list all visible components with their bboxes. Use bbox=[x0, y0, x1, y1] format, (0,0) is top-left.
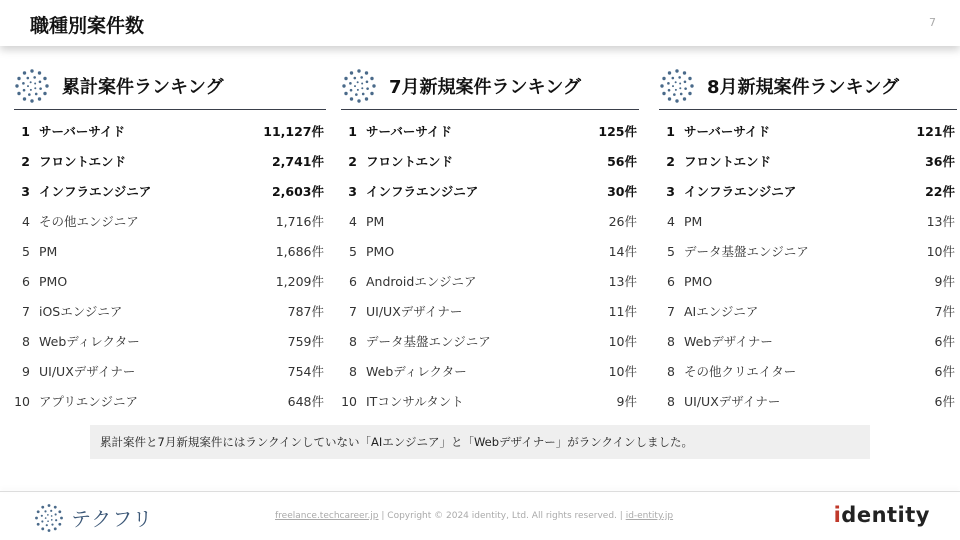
logo-dot bbox=[37, 523, 40, 526]
job-title: Webデザイナー bbox=[684, 334, 773, 349]
job-count: 10件 bbox=[926, 244, 955, 259]
logo-dot bbox=[38, 97, 41, 100]
logo-dot bbox=[47, 520, 49, 522]
rank-number: 8 bbox=[22, 333, 30, 349]
ranking-row bbox=[341, 116, 639, 146]
job-count: 10件 bbox=[608, 334, 637, 349]
ranking-row bbox=[14, 356, 326, 386]
logo-dot bbox=[55, 519, 57, 521]
logo-dot bbox=[360, 76, 363, 79]
ranking-row bbox=[659, 386, 957, 416]
job-count: 7件 bbox=[934, 304, 955, 319]
job-title: PMO bbox=[39, 273, 68, 289]
rank-number: 2 bbox=[348, 153, 357, 169]
copyright-text: Copyright © 2024 identity, Ltd. All rights reserved. bbox=[387, 511, 617, 521]
logo-dot bbox=[41, 520, 43, 522]
rank-number: 7 bbox=[22, 303, 30, 319]
job-count: 6件 bbox=[934, 394, 955, 409]
ranking-panel-july bbox=[341, 64, 639, 416]
ranking-row bbox=[341, 236, 639, 266]
job-count: 1,209件 bbox=[275, 274, 324, 289]
logo-dot bbox=[23, 71, 26, 74]
logo-dot bbox=[45, 84, 48, 87]
rank-number: 3 bbox=[21, 183, 30, 199]
ranking-row bbox=[659, 326, 957, 356]
logo-dot bbox=[660, 84, 663, 87]
logo-dot bbox=[370, 77, 373, 80]
logo-dot bbox=[37, 510, 40, 513]
job-count: 121件 bbox=[916, 124, 955, 139]
rank-number: 8 bbox=[667, 363, 675, 379]
job-count: 759件 bbox=[287, 334, 324, 349]
job-title: iOSエンジニア bbox=[39, 304, 123, 319]
logo-dot bbox=[44, 510, 46, 512]
rank-number: 6 bbox=[349, 273, 357, 289]
job-count: 10件 bbox=[608, 364, 637, 379]
logo-dot bbox=[679, 87, 681, 89]
job-count: 14件 bbox=[608, 244, 637, 259]
job-title: PM bbox=[366, 213, 385, 229]
logo-dot bbox=[357, 89, 359, 91]
job-count: 56件 bbox=[607, 154, 637, 169]
logo-dot bbox=[662, 77, 665, 80]
slide-header bbox=[0, 0, 960, 46]
job-title: UI/UXデザイナー bbox=[684, 394, 781, 409]
logo-dot bbox=[45, 517, 47, 519]
panel-header bbox=[659, 64, 957, 110]
rank-number: 4 bbox=[22, 213, 30, 229]
panel-title: 8月新規案件ランキング bbox=[707, 77, 899, 98]
identity-logo-rest: dentity bbox=[841, 503, 930, 527]
job-count: 648件 bbox=[287, 394, 324, 409]
job-count: 22件 bbox=[925, 184, 955, 199]
ranking-list bbox=[659, 116, 957, 416]
logo-dot bbox=[675, 81, 677, 83]
job-count: 30件 bbox=[607, 184, 637, 199]
logo-dot bbox=[50, 510, 52, 512]
logo-dot bbox=[23, 89, 26, 92]
rank-number: 9 bbox=[22, 363, 30, 379]
logo-dot bbox=[350, 89, 353, 92]
ranking-row bbox=[659, 236, 957, 266]
logo-dot bbox=[690, 84, 693, 87]
logo-dot bbox=[30, 69, 33, 72]
ranking-row bbox=[14, 176, 326, 206]
rank-number: 3 bbox=[348, 183, 357, 199]
logo-dot bbox=[683, 71, 686, 74]
logo-dot bbox=[370, 92, 373, 95]
job-count: 36件 bbox=[925, 154, 955, 169]
rank-number: 5 bbox=[349, 243, 357, 259]
job-count: 2,741件 bbox=[271, 154, 324, 169]
logo-dot bbox=[684, 87, 687, 90]
ranking-row bbox=[659, 116, 957, 146]
logo-dot bbox=[678, 76, 681, 79]
job-count: 9件 bbox=[616, 394, 637, 409]
logo-dot bbox=[357, 69, 360, 72]
logo-dot bbox=[46, 524, 48, 526]
logo-dot bbox=[41, 527, 44, 530]
logo-dot bbox=[41, 506, 44, 509]
logo-dot bbox=[22, 82, 25, 85]
ranking-row bbox=[14, 236, 326, 266]
logo-dot bbox=[28, 93, 31, 96]
rank-number: 3 bbox=[666, 183, 675, 199]
rank-number: 7 bbox=[349, 303, 357, 319]
ranking-row bbox=[341, 296, 639, 326]
ranking-panel-august bbox=[659, 64, 957, 416]
ranking-row bbox=[14, 296, 326, 326]
logo-dot bbox=[35, 93, 38, 96]
logo-dot bbox=[365, 97, 368, 100]
rank-number: 1 bbox=[666, 123, 675, 139]
logo-dot bbox=[30, 89, 32, 91]
job-title: フロントエンド bbox=[366, 154, 454, 169]
logo-dot bbox=[33, 76, 36, 79]
rank-number: 8 bbox=[667, 333, 675, 349]
rank-number: 6 bbox=[667, 273, 675, 289]
page-title: 職種別案件数 bbox=[30, 15, 145, 37]
job-title: データ基盤エンジニア bbox=[366, 334, 491, 349]
logo-dot bbox=[23, 97, 26, 100]
logo-dot bbox=[344, 77, 347, 80]
rank-number: 1 bbox=[348, 123, 357, 139]
job-title: その他エンジニア bbox=[39, 214, 139, 229]
logo-dot bbox=[354, 77, 357, 80]
job-count: 125件 bbox=[598, 124, 637, 139]
logo-dot bbox=[366, 87, 369, 90]
job-title: アプリエンジニア bbox=[39, 394, 138, 409]
rank-number: 8 bbox=[349, 333, 357, 349]
ranking-row bbox=[14, 206, 326, 236]
techfuri-logo-icon bbox=[34, 503, 64, 533]
site-link[interactable]: freelance.techcareer.jp bbox=[275, 511, 379, 521]
ranking-row bbox=[659, 146, 957, 176]
job-title: サーバーサイド bbox=[39, 124, 126, 139]
panel-title: 7月新規案件ランキング bbox=[389, 77, 581, 98]
logo-dot bbox=[361, 83, 363, 85]
rank-number: 8 bbox=[349, 363, 357, 379]
logo-dot bbox=[372, 84, 375, 87]
job-title: インフラエンジニア bbox=[684, 184, 797, 199]
logo-dot bbox=[43, 92, 46, 95]
rank-number: 5 bbox=[22, 243, 30, 259]
logo-dot bbox=[350, 71, 353, 74]
job-count: 9件 bbox=[934, 274, 955, 289]
ranking-row bbox=[14, 116, 326, 146]
logo-dot bbox=[357, 99, 360, 102]
rank-number: 8 bbox=[667, 393, 675, 409]
job-title: その他クリエイター bbox=[684, 364, 797, 379]
ranking-row bbox=[14, 266, 326, 296]
logo-dot bbox=[34, 83, 36, 85]
ranking-row bbox=[341, 146, 639, 176]
logo-dot bbox=[357, 81, 359, 83]
ranking-row bbox=[659, 356, 957, 386]
job-title: フロントエンド bbox=[684, 154, 772, 169]
ranking-row bbox=[14, 386, 326, 416]
logo-dot bbox=[55, 513, 57, 515]
logo-dot bbox=[673, 93, 676, 96]
techfuri-dots-icon bbox=[341, 68, 377, 104]
job-title: UI/UXデザイナー bbox=[366, 304, 463, 319]
job-count: 13件 bbox=[926, 214, 955, 229]
job-title: PM bbox=[39, 243, 58, 259]
job-title: フロントエンド bbox=[39, 154, 127, 169]
logo-dot bbox=[668, 89, 671, 92]
logo-dot bbox=[680, 93, 683, 96]
job-title: Webディレクター bbox=[366, 364, 467, 379]
logo-dot bbox=[17, 92, 20, 95]
ranking-panel-cumulative bbox=[14, 64, 326, 416]
job-count: 754件 bbox=[287, 364, 324, 379]
logo-dot bbox=[34, 87, 36, 89]
brand-name: テクフリ bbox=[71, 507, 154, 531]
logo-dot bbox=[354, 85, 356, 87]
identity-logo bbox=[834, 503, 930, 527]
job-count: 11,127件 bbox=[263, 124, 324, 139]
logo-dot bbox=[27, 85, 29, 87]
logo-dot bbox=[41, 515, 43, 517]
ranking-row bbox=[659, 296, 957, 326]
job-count: 787件 bbox=[287, 304, 324, 319]
logo-dot bbox=[54, 506, 57, 509]
job-count: 1,716件 bbox=[275, 214, 324, 229]
job-count: 13件 bbox=[608, 274, 637, 289]
logo-dot bbox=[362, 93, 365, 96]
company-link[interactable]: id-entity.jp bbox=[625, 511, 674, 521]
logo-dot bbox=[662, 92, 665, 95]
rank-number: 2 bbox=[666, 153, 675, 169]
ranking-row bbox=[659, 206, 957, 236]
logo-dot bbox=[667, 82, 670, 85]
job-count: 2,603件 bbox=[271, 184, 324, 199]
logo-dot bbox=[684, 81, 687, 84]
logo-dot bbox=[38, 71, 41, 74]
footer-copyright-line bbox=[275, 511, 673, 521]
panel-header bbox=[341, 64, 639, 110]
logo-dot bbox=[54, 527, 57, 530]
logo-dot bbox=[51, 519, 53, 521]
logo-dot bbox=[15, 84, 18, 87]
panel-header bbox=[14, 64, 326, 110]
logo-dot bbox=[342, 84, 345, 87]
ranking-row bbox=[659, 176, 957, 206]
job-count: 6件 bbox=[934, 334, 955, 349]
logo-dot bbox=[39, 87, 42, 90]
logo-dot bbox=[27, 77, 30, 80]
logo-dot bbox=[30, 81, 32, 83]
rank-number: 6 bbox=[22, 273, 30, 289]
logo-dot bbox=[675, 99, 678, 102]
job-count: 26件 bbox=[608, 214, 637, 229]
logo-dot bbox=[17, 77, 20, 80]
techfuri-dots-icon bbox=[659, 68, 695, 104]
footer-separator: | bbox=[378, 511, 388, 521]
ranking-list bbox=[341, 116, 639, 416]
logo-dot bbox=[350, 97, 353, 100]
logo-dot bbox=[344, 92, 347, 95]
logo-dot bbox=[672, 85, 674, 87]
logo-dot bbox=[35, 517, 38, 520]
logo-dot bbox=[58, 523, 61, 526]
page-number: 7 bbox=[929, 16, 936, 29]
logo-dot bbox=[43, 77, 46, 80]
rank-number: 2 bbox=[21, 153, 30, 169]
ranking-row bbox=[341, 356, 639, 386]
job-title: PMO bbox=[684, 273, 713, 289]
footer-divider bbox=[0, 491, 960, 492]
ranking-row bbox=[341, 326, 639, 356]
rank-number: 10 bbox=[341, 393, 357, 409]
ranking-row bbox=[341, 206, 639, 236]
ranking-row bbox=[341, 176, 639, 206]
job-count: 6件 bbox=[934, 364, 955, 379]
job-title: Androidエンジニア bbox=[366, 274, 477, 289]
job-title: サーバーサイド bbox=[684, 124, 771, 139]
ranking-row bbox=[341, 266, 639, 296]
rank-number: 5 bbox=[667, 243, 675, 259]
job-title: UI/UXデザイナー bbox=[39, 364, 136, 379]
logo-dot bbox=[349, 82, 352, 85]
logo-dot bbox=[675, 69, 678, 72]
job-title: ITコンサルタント bbox=[366, 394, 464, 409]
job-title: PMO bbox=[366, 243, 395, 259]
logo-dot bbox=[30, 99, 33, 102]
job-title: インフラエンジニア bbox=[366, 184, 479, 199]
job-count: 11件 bbox=[608, 304, 637, 319]
logo-dot bbox=[60, 517, 63, 520]
job-title: データ基盤エンジニア bbox=[684, 244, 809, 259]
job-title: インフラエンジニア bbox=[39, 184, 152, 199]
logo-dot bbox=[668, 71, 671, 74]
identity-logo-i: i bbox=[833, 503, 842, 527]
logo-dot bbox=[58, 510, 61, 513]
logo-dot bbox=[355, 93, 358, 96]
logo-dot bbox=[39, 81, 42, 84]
logo-dot bbox=[361, 87, 363, 89]
logo-dot bbox=[688, 92, 691, 95]
ranking-row bbox=[14, 326, 326, 356]
logo-dot bbox=[668, 97, 671, 100]
rank-number: 4 bbox=[667, 213, 675, 229]
ranking-row bbox=[341, 386, 639, 416]
ranking-row bbox=[659, 266, 957, 296]
job-title: サーバーサイド bbox=[366, 124, 453, 139]
logo-dot bbox=[51, 524, 53, 526]
logo-dot bbox=[683, 97, 686, 100]
logo-dot bbox=[48, 529, 51, 532]
logo-dot bbox=[679, 83, 681, 85]
rank-number: 7 bbox=[667, 303, 675, 319]
ranking-list bbox=[14, 116, 326, 416]
job-title: Webディレクター bbox=[39, 334, 140, 349]
logo-dot bbox=[688, 77, 691, 80]
rank-number: 10 bbox=[14, 393, 30, 409]
logo-dot bbox=[365, 71, 368, 74]
footer-separator: | bbox=[616, 511, 626, 521]
ranking-row bbox=[14, 146, 326, 176]
job-title: PM bbox=[684, 213, 703, 229]
logo-dot bbox=[47, 514, 49, 516]
summary-note: 累計案件と7月新規案件にはランクインしていない「AIエンジニア」と「Webデザイナー」がランクインしました。 bbox=[90, 425, 870, 459]
rank-number: 4 bbox=[349, 213, 357, 229]
logo-dot bbox=[48, 504, 51, 507]
job-count: 1,686件 bbox=[275, 244, 324, 259]
logo-dot bbox=[366, 81, 369, 84]
panel-title: 累計案件ランキング bbox=[62, 77, 224, 98]
logo-dot bbox=[51, 515, 53, 517]
job-title: AIエンジニア bbox=[684, 304, 759, 319]
techfuri-dots-icon bbox=[14, 68, 50, 104]
logo-dot bbox=[672, 77, 675, 80]
rank-number: 1 bbox=[21, 123, 30, 139]
logo-dot bbox=[675, 89, 677, 91]
